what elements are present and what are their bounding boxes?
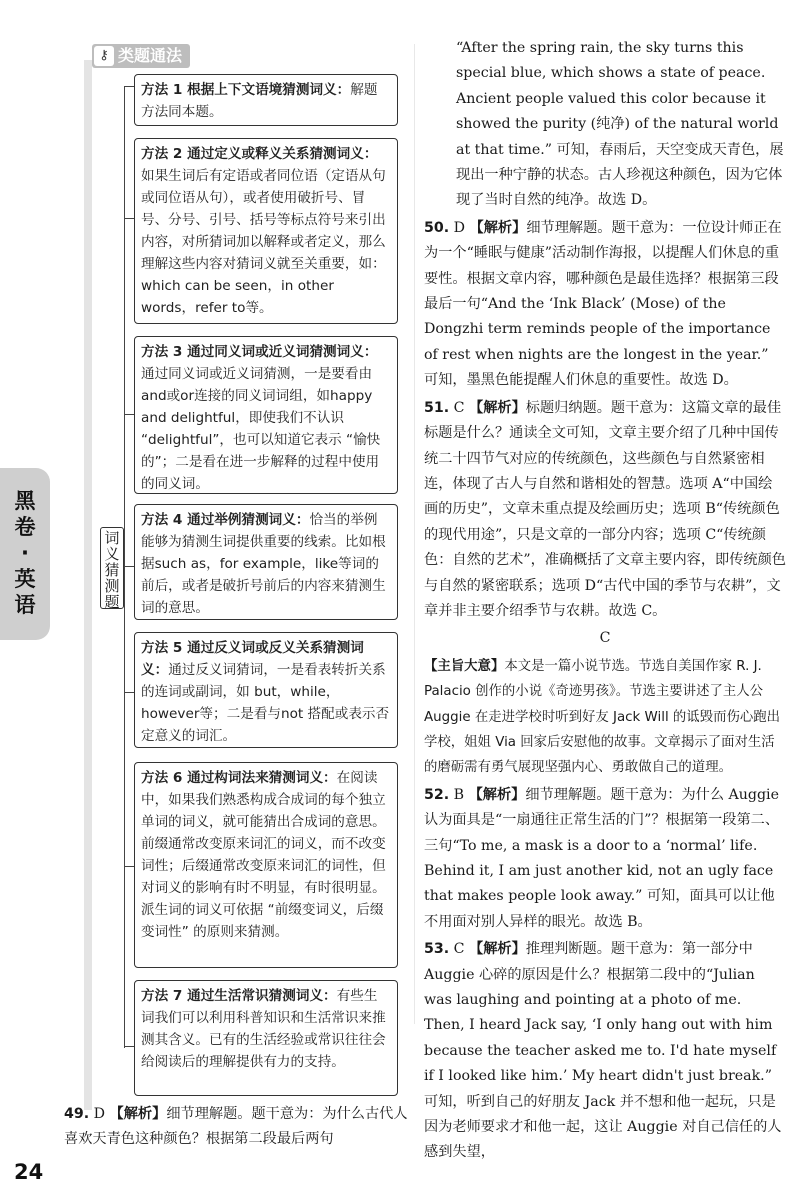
tree-branch	[124, 218, 134, 219]
method-box-3	[134, 336, 398, 494]
question-text: 标题归纳题。题干意为：这篇文章的最佳标题是什么？通读全文可知，文章主要介绍了几种中国传统二十四节气对应的传统颜色，这些颜色与自然紧密相连，体现了古人与自然和谐相处的智慧。选项 A“中国绘画的历史”，文章未重点提及绘画历史；选项 B“传统颜色的现代用途”，只是文章的一部分内容；选项 C“传统颜色：自然的艺术”，准确概括了文章主要内容，即传统颜色与自然的紧密联系；选项 D“古代中国的季节与农耕”，文章并非主要介绍季节与农耕。故选 C。	[424, 399, 786, 619]
method-title: 方法 5 通过反义词或反义关系猜测词义：	[141, 640, 364, 678]
analysis-tag: 【解析】	[469, 941, 526, 958]
method-body: 有些生词我们可以利用科普知识和生活常识来推测其含义。已有的生活经验或常识往往会给阅读后的理解提供有力的支持。	[141, 988, 386, 1070]
method-box-5	[134, 632, 398, 748]
method-title: 方法 2 通过定义或释义关系猜测词义：	[141, 146, 378, 162]
side-tab-label: 黑卷·英语	[14, 489, 36, 617]
tree-branch	[124, 692, 134, 693]
question-52	[424, 783, 786, 935]
method-box-7	[134, 980, 398, 1096]
answer-letter: D	[453, 219, 466, 236]
question-text: 细节理解题。题干意为：为什么古代人喜欢天青色这种颜色？根据第二段最后两句	[64, 1106, 408, 1148]
method-title: 方法 6 通过构词法来猜测词义：	[141, 770, 337, 786]
tree-branch	[124, 866, 134, 867]
question-50	[424, 216, 786, 394]
sidebar-bar	[84, 60, 92, 1110]
category-label: 词义猜测题	[100, 527, 124, 609]
analysis-tag: 【解析】	[469, 219, 527, 236]
column-divider	[414, 44, 415, 1024]
summary-tag: 【主旨大意】	[424, 658, 505, 674]
tree-branch	[124, 1046, 134, 1047]
question-number: 53.	[424, 941, 450, 958]
summary-text: 本文是一篇小说节选。节选自美国作家 R. J. Palacio 创作的小说《奇迹男孩》。节选主要讲述了主人公 Auggie 在走进学校时听到好友 Jack Will 的诋毁而伤心跑出学校，姐姐 Via 回家后安慰他的故事。文章揭示了面对生活的磨砺需有勇气展现坚强内心、勇敢做自己的道理。	[424, 658, 781, 776]
analysis-tag: 【解析】	[469, 399, 526, 416]
method-title: 方法 1 根据上下文语境猜测词义：	[141, 82, 351, 98]
question-51	[424, 396, 786, 625]
key-icon: ⚷	[94, 46, 114, 66]
method-body: 通过同义词或近义词猜测，一是要看由and或or连接的同义词词组，如happy and delightful，即使我们不认识 “delightful”，也可以知道它表示 “愉快的”；二是看在进一步解释的过程中使用的同义词。	[141, 366, 381, 492]
question-number: 49.	[64, 1106, 90, 1122]
page-number: 24	[14, 1160, 44, 1184]
method-box-1	[134, 74, 398, 126]
question-number: 51.	[424, 399, 450, 416]
tree-branch	[124, 414, 134, 415]
answer-letter: B	[453, 786, 465, 803]
tree-branch	[124, 566, 134, 567]
answer-letter: C	[453, 941, 465, 958]
right-column	[424, 36, 786, 1166]
analysis-tag: 【解析】	[468, 786, 526, 803]
section-letter: C	[599, 630, 611, 647]
methods-header	[92, 44, 190, 68]
method-body: 在阅读中，如果我们熟悉构成合成词的每个独立单词的词义，就可能猜出合成词的意思。前缀通常改变原来词汇的词义，而不改变词性；后缀通常改变原来词汇的词性，但对词义的影响有时不明显，有时很明显。派生词的词义可依据 “前缀变词义，后缀变词性” 的原则来猜测。	[141, 770, 386, 940]
method-title: 方法 3 通过同义词或近义词猜测词义：	[141, 344, 378, 360]
answer-letter: D	[93, 1106, 106, 1122]
tree-branch	[124, 86, 134, 87]
method-body: 通过反义词猜词，一是看表转折关系的连词或副词，如 but，while，however等；二是看与not 搭配或表示否定意义的词汇。	[141, 662, 390, 744]
question-53	[424, 937, 786, 1166]
analysis-tag: 【解析】	[109, 1106, 167, 1122]
question-text: 推理判断题。题干意为：第一部分中 Auggie 心碎的原因是什么？根据第二段中的“Julian was laughing and pointing at a photo of me. Then, I heard Jack say, ‘I only hang out with him because the teacher asked me to. I'd hate myself if I looked like him.’ My heart didn't just break.” 可知，听到自己的好朋友 Jack 并不想和他一起玩，只是因为老师要求才和他一起，这让 Auggie 对自己信任的人感到失望，	[424, 941, 782, 1161]
method-body: 解题方法同本题。	[141, 82, 378, 120]
question-text: 细节理解题。题干意为：为什么 Auggie 认为面具是“一扇通往正常生活的门”？根据第一段第二、三句“To me, a mask is a door to a ‘normal’ life. Behind it, I am just another kid, not an ugly face that makes people look away.” 可知，面具可以让他不用面对别人异样的眼光。故选 B。	[424, 786, 780, 930]
question-text: 细节理解题。题干意为：一位设计师正在为一个“睡眠与健康”活动制作海报，以提醒人们休息的重要性。根据文章内容，哪种颜色是最佳选择？根据第三段最后一句“And the ‘Ink Black’ (Mose) of the Dongzhi term reminds people of the importance of rest when nights are the longest in the year.” 可知，墨黑色能提醒人们休息的重要性。故选 D。	[424, 219, 782, 389]
answer-letter: C	[453, 399, 465, 416]
q49-continuation: “After the spring rain, the sky turns this special blue, which shows a state of peace. Ancient people valued this color because it showed the purity (纯净) of the natural world at that time.” 可知，春雨后，天空变成天青色，展现出一种宁静的状态。古人珍视这种颜色，因为它体现了当时自然的纯净。故选 D。	[456, 40, 784, 209]
summary	[424, 654, 786, 781]
method-title: 方法 7 通过生活常识猜测词义：	[141, 988, 337, 1004]
question-49	[64, 1102, 420, 1153]
side-tab	[0, 468, 50, 640]
question-number: 50.	[424, 219, 450, 236]
tree-connector	[124, 86, 125, 1048]
method-box-6	[134, 762, 398, 968]
method-box-4	[134, 504, 398, 620]
method-body: 恰当的举例能够为猜测生词提供重要的线索。比如根据such as，for example，like等词的前后，或者是破折号前后的内容来猜测生词的意思。	[141, 512, 386, 616]
question-number: 52.	[424, 786, 450, 803]
method-title: 方法 4 通过举例猜测词义：	[141, 512, 310, 528]
method-box-2	[134, 138, 398, 324]
methods-header-label: 类题通法	[118, 46, 183, 65]
method-body: 如果生词后有定语或者同位语（定语从句或同位语从句），或者使用破折号、冒号、分号、引号、括号等标点符号来引出内容，对所猜词加以解释或者定义，那么理解这些内容对猜词义就至关重要，如：which can be seen，in other words，refer to等。	[141, 168, 386, 316]
